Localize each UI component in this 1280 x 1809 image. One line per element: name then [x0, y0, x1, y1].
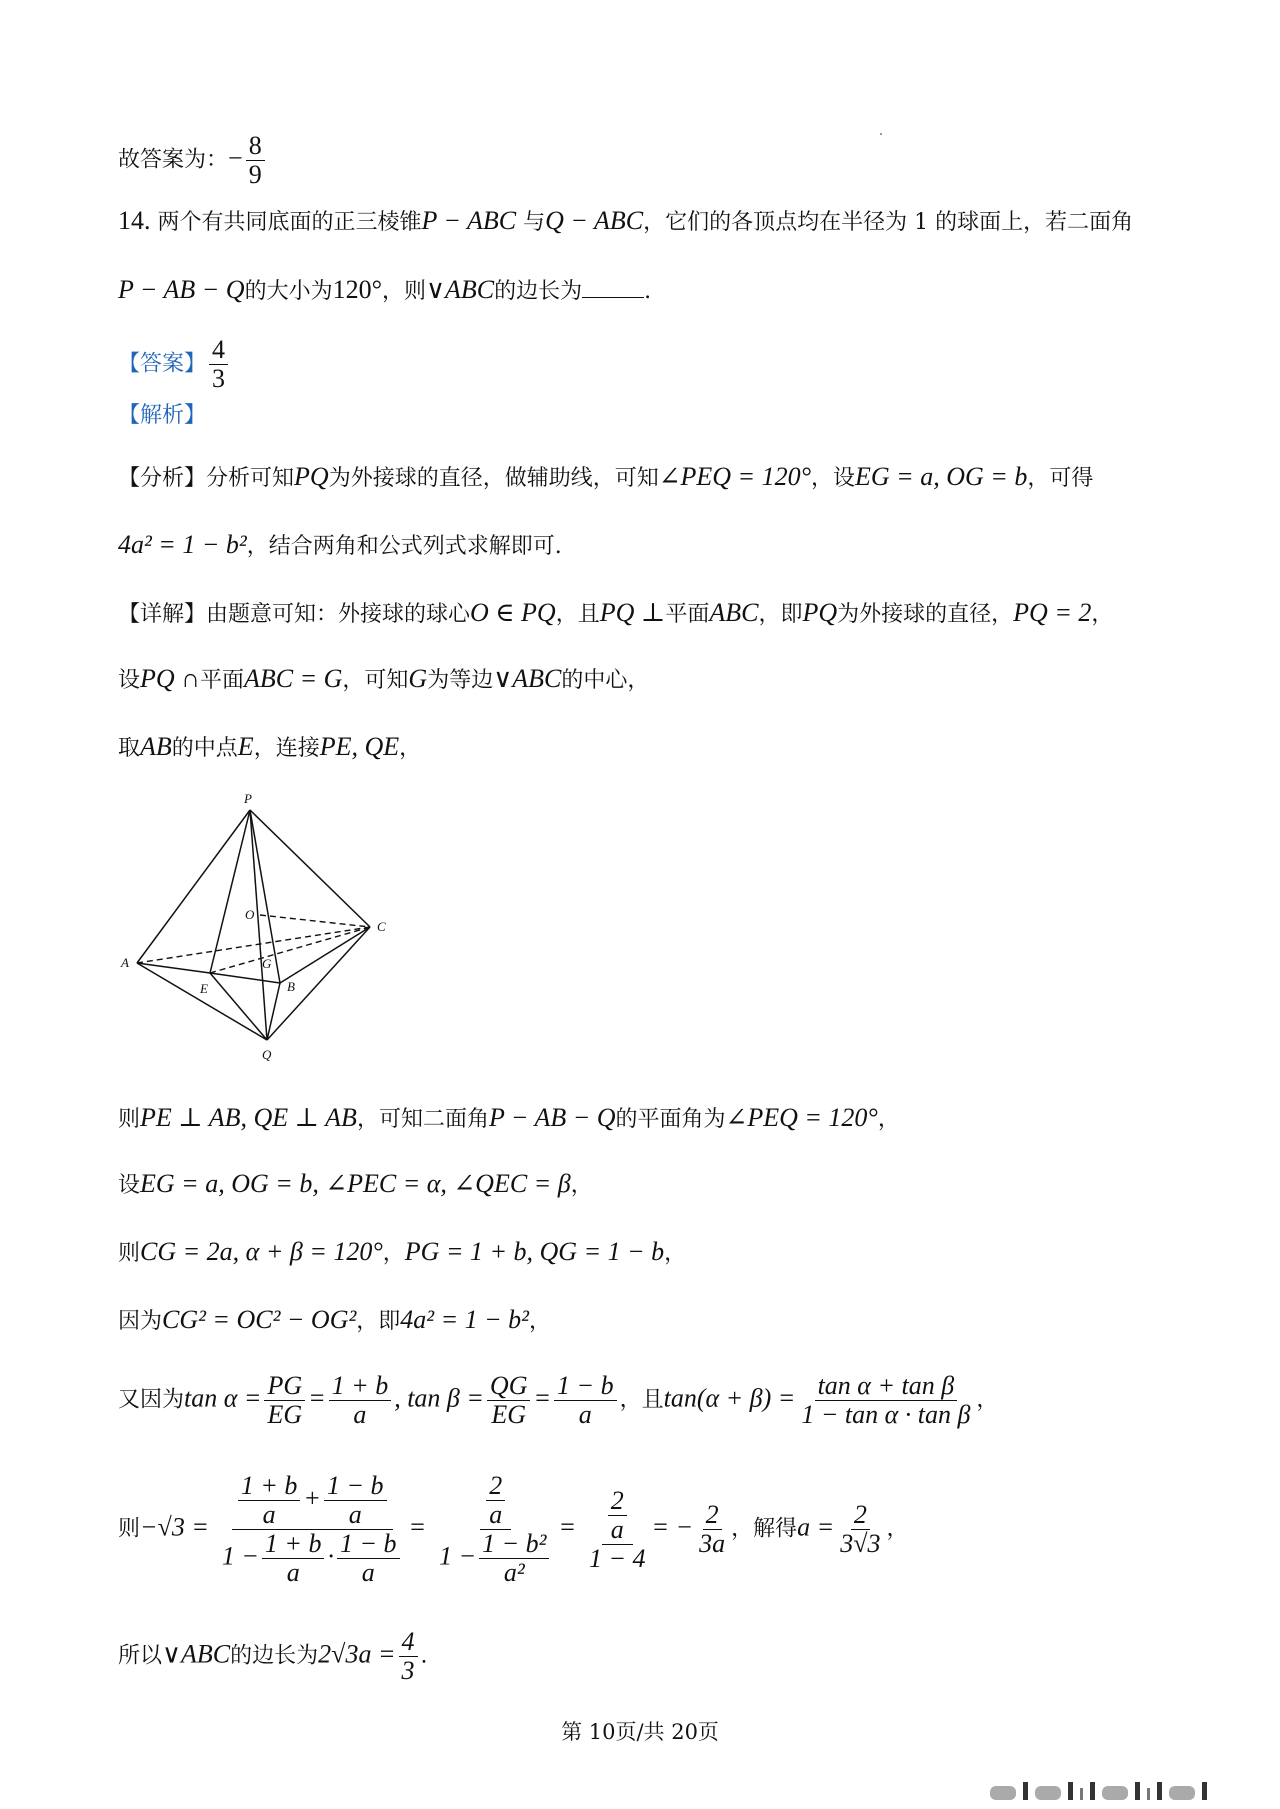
stray-dot: [880, 133, 882, 135]
label-E: E: [200, 981, 208, 996]
detail-line-3: 取AB的中点E，连接PE, QE，: [118, 732, 422, 761]
edge-QB: [267, 983, 280, 1040]
detail-line-1: 【详解】由题意可知：外接球的球心O ∈ PQ，且PQ ⊥平面ABC，即PQ为外接球的直径，PQ = 2，: [118, 598, 1114, 627]
detail-line-7: 因为CG² = OC² − OG²，即4a² = 1 − b²，: [118, 1305, 551, 1334]
big-fraction-1: $\frac{1 + b}{a}$ + $\frac{1 - b}{a}$ 1 − $\frac{1 + b}{a}$ · $\frac{1 - b}{a}$: [219, 1472, 406, 1587]
edge-AE: [137, 963, 210, 973]
label-A: A: [121, 955, 129, 970]
answer-label: 【答案】: [118, 351, 207, 377]
page-indicator: [990, 1782, 1252, 1800]
analysis-label: 【解析】: [118, 403, 207, 428]
big-fraction-2: $\frac{2}{a}$ 1 − $\frac{\text{1 − b²}}{\text{a²}}$: [436, 1472, 555, 1587]
detail-line-9: 则−√3 = $\frac{1 + b}{a}$ + $\frac{1 - b}{a}$ 1 − $\frac{1 + b}{a}$ · $\frac{1 - b}{a}$ = $\frac{2}{a}$ 1 − $\frac{\text{1 − b²}}{\text{a²}}$ = $\frac{\frac{2}{a}}{1 - 4}$ = − $\frac{2}{3a}$ ，解得a = $\frac{2}{3√3}$ ，: [118, 1471, 909, 1587]
detail-line-8: 又因为tan α = $\frac{PG}{EG}$ = $\frac{1 + b}{a}$ , tan β = $\frac{QG}{EG}$ = $\frac{1 - b}{a}$ ，且tan(α + β) = $\frac{\text{tan α + tan β}}{\text{1 − tan α · tan β}}$ ，: [118, 1371, 999, 1429]
dashed-OC: [260, 915, 370, 927]
detail-line-10: 所以∨ABC的边长为2√3a = $\frac{4}{3}$ .: [118, 1627, 428, 1685]
prev-answer-line: 故答案为：− $\frac{8}{9}$: [118, 132, 268, 189]
label-G: G: [262, 956, 272, 971]
pyramid-figure: [115, 785, 405, 1065]
fenxi-line-2: 4a² = 1 − b²，结合两角和公式列式求解即可.: [118, 530, 562, 559]
detail-line-4: 则PE ⊥ AB, QE ⊥ AB，可知二面角P − AB − Q的平面角为∠PEQ = 120°，: [118, 1103, 900, 1132]
answer-line: 【答案】 $\frac{4}{3}$: [118, 336, 231, 393]
edge-BC: [280, 927, 370, 983]
question-line-1: 14. 两个有共同底面的正三棱锥P − ABC 与Q − ABC，它们的各顶点均在半径为 1 的球面上，若二面角: [118, 206, 1134, 235]
edge-QE: [210, 973, 267, 1040]
edge-PQ: [250, 810, 267, 1040]
label-C: C: [377, 919, 386, 934]
detail-line-2: 设PQ ∩平面ABC = G，可知G为等边∨ABC的中心，: [118, 664, 650, 693]
fenxi-line-1: 【分析】分析可知PQ为外接球的直径，做辅助线，可知∠PEQ = 120°，设EG = a, OG = b，可得: [118, 462, 1094, 491]
label-Q: Q: [262, 1047, 272, 1062]
dashed-AC: [137, 927, 370, 963]
edge-PA: [137, 810, 250, 963]
big-fraction-3: $\frac{\frac{2}{a}}{1 - 4}$: [589, 1485, 646, 1573]
edge-QC: [267, 927, 370, 1040]
edge-QA: [137, 963, 267, 1040]
detail-line-5: 设EG = a, OG = b, ∠PEC = α, ∠QEC = β，: [118, 1169, 593, 1198]
question-line-2: P − AB − Q的大小为120°，则∨ABC的边长为 .: [118, 275, 652, 304]
detail-line-6: 则CG = 2a, α + β = 120°，PG = 1 + b, QG = 1 − b，: [118, 1237, 687, 1266]
label-P: P: [244, 791, 252, 806]
label-O: O: [245, 907, 255, 922]
answer-blank: [582, 275, 644, 298]
edge-EB: [210, 973, 280, 983]
page-footer: 第 10页/共 20页: [561, 1720, 719, 1744]
label-B: B: [287, 979, 295, 994]
dashed-EC: [210, 927, 370, 973]
